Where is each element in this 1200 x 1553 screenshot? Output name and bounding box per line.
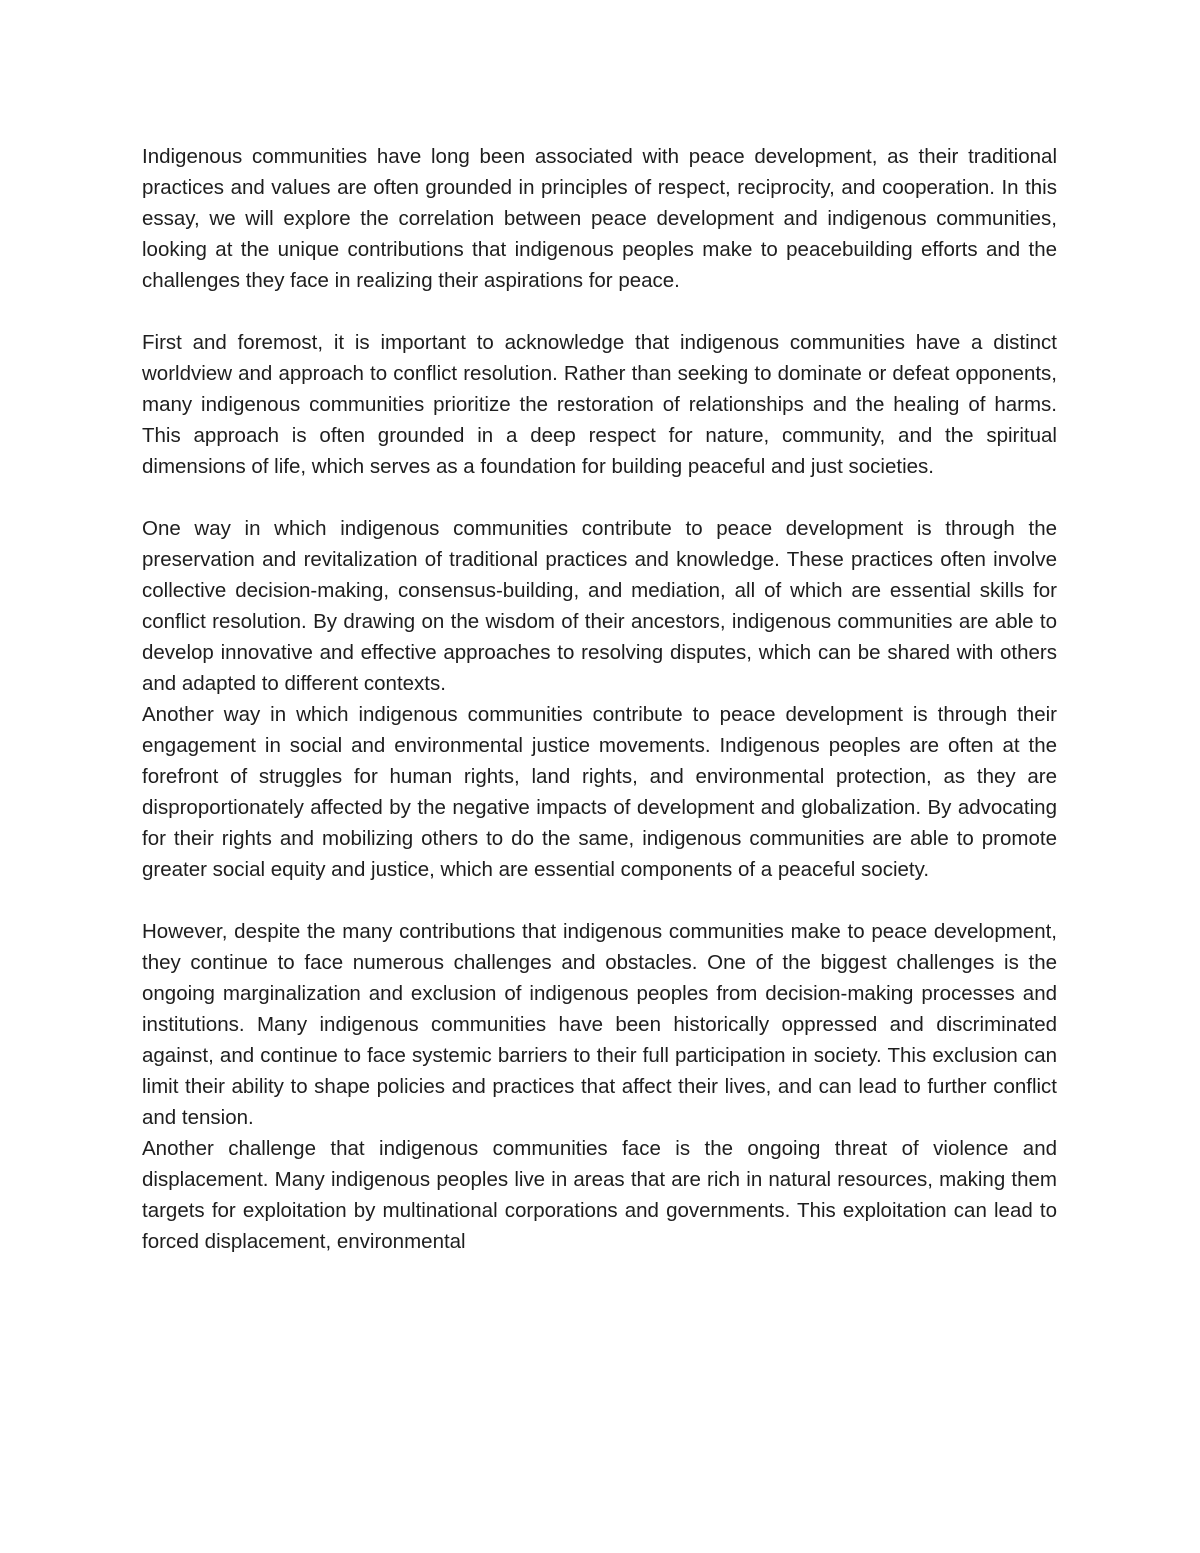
paragraph-violence-displacement: Another challenge that indigenous communities face is the ongoing threat of violence and displacement. Many indigenous peoples live in areas that are rich in natural resources, making them targets for exploitation by multinational corporations and governments. This exploitation can lead to forced displacement, environmental [142,1137,1057,1253]
paragraph-spacer [142,296,1057,327]
paragraph-spacer [142,482,1057,513]
document-page [142,141,1057,1257]
paragraph-traditional-practices: One way in which indigenous communities contribute to peace development is through the preservation and revitalization of traditional practices and knowledge. These practices often involve collective decision-making, consensus-building, and mediation, all of which are essential skills for conflict resolution. By drawing on the wisdom of their ancestors, indigenous communities are able to develop innovative and effective approaches to resolving disputes, which can be shared with others and adapted to different contexts. [142,517,1057,695]
paragraph-spacer [142,885,1057,916]
paragraph-intro: Indigenous communities have long been associated with peace development, as their traditional practices and values are often grounded in principles of respect, reciprocity, and cooperation. In this essay, we will explore the correlation between peace development and indigenous communities, looking at the unique contributions that indigenous peoples make to peacebuilding efforts and the challenges they face in realizing their aspirations for peace. [142,145,1057,292]
paragraph-challenges: However, despite the many contributions that indigenous communities make to peace development, they continue to face numerous challenges and obstacles. One of the biggest challenges is the ongoing marginalization and exclusion of indigenous peoples from decision-making processes and institutions. Many indigenous communities have been historically oppressed and discriminated against, and continue to face systemic barriers to their full participation in society. This exclusion can limit their ability to shape policies and practices that affect their lives, and can lead to further conflict and tension. [142,920,1057,1129]
paragraph-justice-movements: Another way in which indigenous communities contribute to peace development is through their engagement in social and environmental justice movements. Indigenous peoples are often at the forefront of struggles for human rights, land rights, and environmental protection, as they are disproportionately affected by the negative impacts of development and globalization. By advocating for their rights and mobilizing others to do the same, indigenous communities are able to promote greater social equity and justice, which are essential components of a peaceful society. [142,703,1057,881]
paragraph-worldview: First and foremost, it is important to acknowledge that indigenous communities have a distinct worldview and approach to conflict resolution. Rather than seeking to dominate or defeat opponents, many indigenous communities prioritize the restoration of relationships and the healing of harms. This approach is often grounded in a deep respect for nature, community, and the spiritual dimensions of life, which serves as a foundation for building peaceful and just societies. [142,331,1057,478]
